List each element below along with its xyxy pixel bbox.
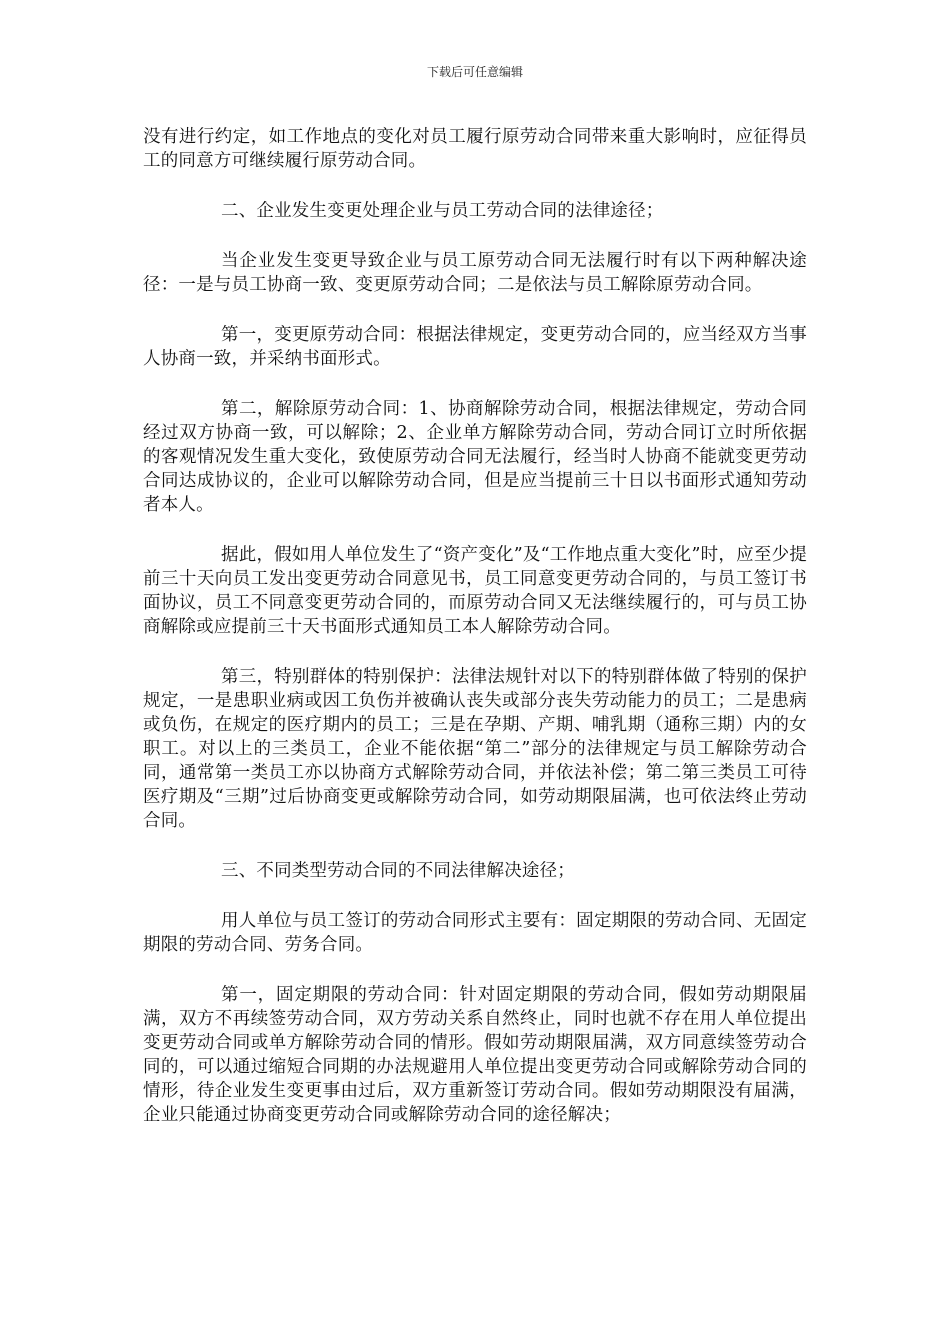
paragraph: 第二，解除原劳动合同：1、协商解除劳动合同，根据法律规定，劳动合同经过双方协商一致，可以解除；2、企业单方解除劳动合同，劳动合同订立时所依据的客观情况发生重大变化，致使原劳动合同无法履行，经当时人协商不能就变更劳动合同达成协议的，企业可以解除劳动合同，但是应当提前三十日以书面形式通知劳动者本人。 bbox=[143, 399, 807, 515]
paragraph: 第一，固定期限的劳动合同：针对固定期限的劳动合同，假如劳动期限届满，双方不再续签劳动合同，双方劳动关系自然终止，同时也就不存在用人单位提出变更劳动合同或单方解除劳动合同的情形。假如劳动期限届满，双方同意续签劳动合同的，可以通过缩短合同期的办法规避用人单位提出变更劳动合同或解除劳动合同的情形，待企业发生变更事由过后，双方重新签订劳动合同。假如劳动期限没有届满，企业只能通过协商变更劳动合同或解除劳动合同的途径解决； bbox=[143, 985, 807, 1125]
paragraph: 用人单位与员工签订的劳动合同形式主要有：固定期限的劳动合同、无固定期限的劳动合同、劳务合同。 bbox=[143, 911, 807, 955]
paragraph: 据此，假如用人单位发生了“资产变化”及“工作地点重大变化”时，应至少提前三十天向员工发出变更劳动合同意见书，员工同意变更劳动合同的，与员工签订书面协议，员工不同意变更劳动合同的，而原劳动合同又无法继续履行的，可与员工协商解除或应提前三十天书面形式通知员工本人解除劳动合同。 bbox=[143, 545, 807, 637]
paragraph: 第一，变更原劳动合同：根据法律规定，变更劳动合同的，应当经双方当事人协商一致，并采纳书面形式。 bbox=[143, 325, 807, 369]
paragraph-continuation: 没有进行约定，如工作地点的变化对员工履行原劳动合同带来重大影响时，应征得员工的同意方可继续履行原劳动合同。 bbox=[143, 127, 807, 171]
section-heading-two: 二、企业发生变更处理企业与员工劳动合同的法律途径； bbox=[221, 201, 664, 221]
paragraph: 当企业发生变更导致企业与员工原劳动合同无法履行时有以下两种解决途径：一是与员工协商一致、变更原劳动合同；二是依法与员工解除原劳动合同。 bbox=[143, 251, 807, 295]
page-header: 下载后可任意编辑 bbox=[426, 65, 523, 79]
section-heading-three: 三、不同类型劳动合同的不同法律解决途径； bbox=[221, 861, 575, 881]
paragraph: 第三，特别群体的特别保护：法律法规针对以下的特别群体做了特别的保护规定，一是患职业病或因工负伤并被确认丧失或部分丧失劳动能力的员工；二是患病或负伤，在规定的医疗期内的员工；三是在孕期、产期、哺乳期（通称三期）内的女职工。对以上的三类员工，企业不能依据“第二”部分的法律规定与员工解除劳动合同，通常第一类员工亦以协商方式解除劳动合同，并依法补偿；第二第三类员工可待医疗期及“三期”过后协商变更或解除劳动合同，如劳动期限届满，也可依法终止劳动合同。 bbox=[143, 667, 807, 831]
document-body bbox=[143, 125, 807, 1153]
